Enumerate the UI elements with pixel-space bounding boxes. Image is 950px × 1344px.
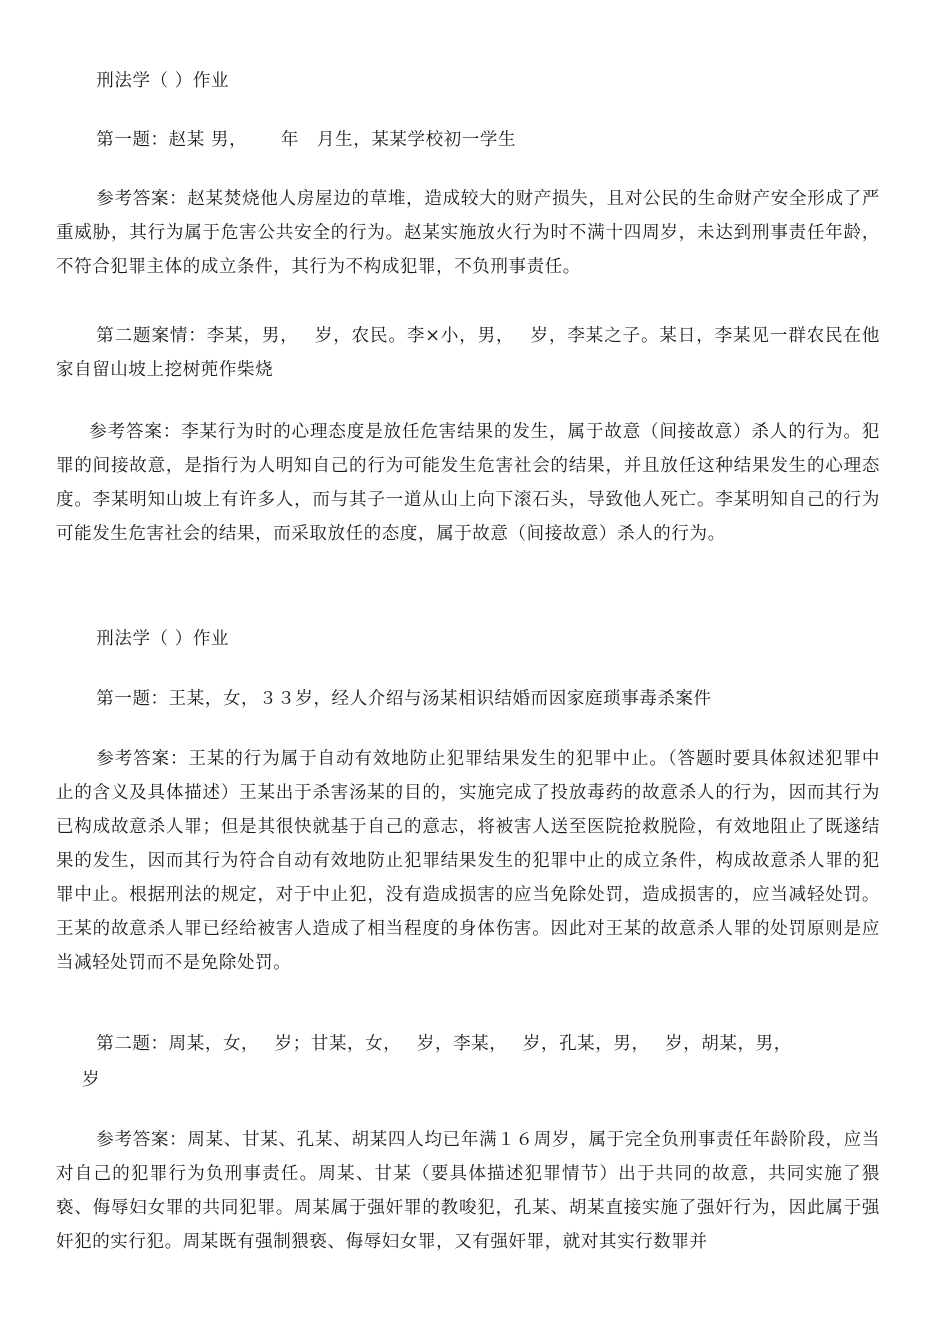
answer-2-paragraph: 参考答案：李某行为时的心理态度是放任危害结果的发生，属于故意（间接故意）杀人的行为。犯罪的间接故意，是指行为人明知自己的行为可能发生危害社会的结果，并且放任这种结果发生的心理态度。李某明知山坡上有许多人，而与其子一道从山上向下滚石头，导致他人死亡。李某明知自己的行为可能发生危害社会的结果，而采取放任的态度，属于故意（间接故意）杀人的行为。: [56, 422, 880, 544]
answer-4-paragraph: 参考答案：周某、甘某、孔某、胡某四人均已年满１６周岁，属于完全负刑事责任年龄阶段，应当对自己的犯罪行为负刑事责任。周某、甘某（要具体描述犯罪情节）出于共同的故意，共同实施了猥亵、侮辱妇女罪的共同犯罪。周某属于强奸罪的教唆犯，孔某、胡某直接实施了强奸行为，因此属于强奸犯的实行犯。周某既有强制猥亵、侮辱妇女罪，又有强奸罪，就对其实行数罪并: [56, 1130, 880, 1252]
question-2-case: 第二题案情：李某，男， 岁，农民。李×小，男， 岁，李某之子。某日，李某见一群农民在他家自留山坡上挖树蔸作柴烧: [56, 326, 880, 380]
answer-1-paragraph: 参考答案：赵某焚烧他人房屋边的草堆，造成较大的财产损失，且对公民的生命财产安全形成了严重威胁，其行为属于危害公共安全的行为。赵某实施放火行为时不满十四周岁，未达到刑事责任年龄，不符合犯罪主体的成立条件，其行为不构成犯罪，不负刑事责任。: [56, 189, 880, 277]
question-1-title: 第一题：赵某 男， 年 月生，某某学校初一学生: [96, 130, 517, 150]
question-3-title: 第一题：王某，女，３３岁，经人介绍与汤某相识结婚而因家庭琐事毒杀案件: [96, 689, 712, 709]
section-title-1: 刑法学（ ）作业: [96, 71, 230, 91]
question-4-title-cont: 岁: [82, 1070, 101, 1090]
section-title-2: 刑法学（ ）作业: [96, 629, 230, 649]
question-4-title: 第二题：周某，女， 岁；甘某，女， 岁，李某， 岁，孔某，男， 岁，胡某，男，: [96, 1034, 792, 1054]
answer-3-paragraph: 参考答案：王某的行为属于自动有效地防止犯罪结果发生的犯罪中止。（答题时要具体叙述犯罪中止的含义及具体描述）王某出于杀害汤某的目的，实施完成了投放毒药的故意杀人的行为，因而其行为已构成故意杀人罪；但是其很快就基于自己的意志，将被害人送至医院抢救脱险，有效地阻止了既遂结果的发生，因而其行为符合自动有效地防止犯罪结果发生的犯罪中止的成立条件，构成故意杀人罪的犯罪中止。根据刑法的规定，对于中止犯，没有造成损害的应当免除处罚，造成损害的，应当减轻处罚。王某的故意杀人罪已经给被害人造成了相当程度的身体伤害。因此对王某的故意杀人罪的处罚原则是应当减轻处罚而不是免除处罚。: [56, 749, 880, 973]
